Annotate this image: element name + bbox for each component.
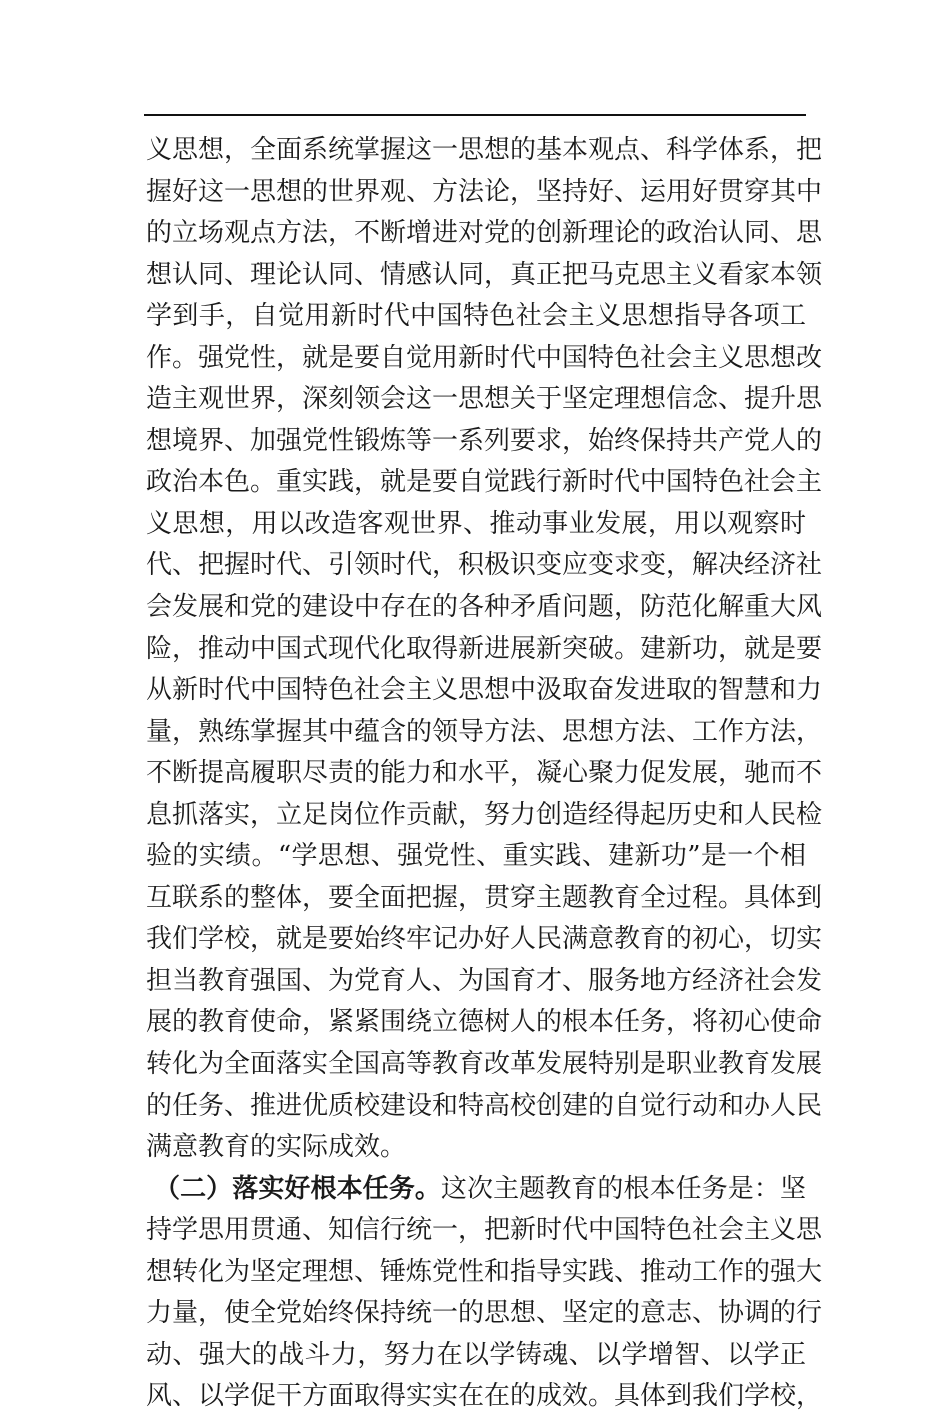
- text-line: 持学思用贯通、知信行统一，把新时代中国特色社会主义思: [146, 1215, 823, 1246]
- header-rule: [144, 114, 806, 116]
- text-line: 义思想，全面系统掌握这一思想的基本观点、科学体系，把: [146, 135, 823, 165]
- heading-line-rest: 这次主题教育的根本任务是：坚: [440, 1173, 806, 1204]
- text-line: [146, 1169, 806, 1211]
- text-line: 展的教育使命，紧紧围绕立德树人的根本任务，将初心使命: [146, 1007, 823, 1038]
- text-line: 动、强大的战斗力，努力在以学铸魂、以学增智、以学正: [146, 1339, 806, 1370]
- text-line: 从新时代中国特色社会主义思想中汲取奋发进取的智慧和力: [146, 675, 823, 706]
- text-line: 政治本色。重实践，就是要自觉践行新时代中国特色社会主: [146, 467, 823, 498]
- text-line: 满意教育的实际成效。: [146, 1132, 407, 1163]
- text-line: 作。强党性，就是要自觉用新时代中国特色社会主义思想改: [146, 342, 823, 373]
- text-line: 量，熟练掌握其中蕴含的领导方法、思想方法、工作方法，: [146, 716, 823, 747]
- text-line: 学到手，自觉用新时代中国特色社会主义思想指导各项工: [146, 301, 806, 332]
- text-line: 验的实绩。“学思想、强党性、重实践、建新功”是一个相: [146, 841, 806, 872]
- paragraph-1: [146, 130, 823, 1169]
- text-line: 息抓落实，立足岗位作贡献，努力创造经得起历史和人民检: [146, 799, 823, 830]
- text-line: 风、以学促干方面取得实实在在的成效。具体到我们学校，: [146, 1381, 823, 1412]
- text-line: 的任务、推进优质校建设和特高校创建的自觉行动和办人民: [146, 1090, 823, 1121]
- text-line: 我们学校，就是要始终牢记办好人民满意教育的初心，切实: [146, 924, 823, 955]
- text-line: 转化为全面落实全国高等教育改革发展特别是职业教育发展: [146, 1049, 823, 1080]
- section-heading: （二）落实好根本任务。: [154, 1173, 441, 1204]
- text-line: 造主观世界，深刻领会这一思想关于坚定理想信念、提升思: [146, 384, 823, 415]
- text-line: 握好这一思想的世界观、方法论，坚持好、运用好贯穿其中: [146, 176, 823, 207]
- text-line: 想转化为坚定理想、锤炼党性和指导实践、推动工作的强大: [146, 1256, 823, 1287]
- text-line: 义思想，用以改造客观世界、推动事业发展，用以观察时: [146, 508, 806, 539]
- text-line: 不断提高履职尽责的能力和水平，凝心聚力促发展，驰而不: [146, 758, 823, 789]
- document-body: [146, 130, 823, 1418]
- text-line: 险，推动中国式现代化取得新进展新突破。建新功，就是要: [146, 633, 823, 664]
- text-line: 想认同、理论认同、情感认同，真正把马克思主义看家本领: [146, 259, 823, 290]
- paragraph-2: [146, 1169, 823, 1418]
- text-line: 力量，使全党始终保持统一的思想、坚定的意志、协调的行: [146, 1298, 823, 1329]
- text-line: 会发展和党的建设中存在的各种矛盾问题，防范化解重大风: [146, 592, 823, 623]
- text-line: 担当教育强国、为党育人、为国育才、服务地方经济社会发: [146, 965, 823, 996]
- text-line: 互联系的整体，要全面把握，贯穿主题教育全过程。具体到: [146, 882, 823, 913]
- text-line: 的立场观点方法，不断增进对党的创新理论的政治认同、思: [146, 218, 823, 249]
- text-line: 想境界、加强党性锻炼等一系列要求，始终保持共产党人的: [146, 425, 823, 456]
- text-line: 代、把握时代、引领时代，积极识变应变求变，解决经济社: [146, 550, 823, 581]
